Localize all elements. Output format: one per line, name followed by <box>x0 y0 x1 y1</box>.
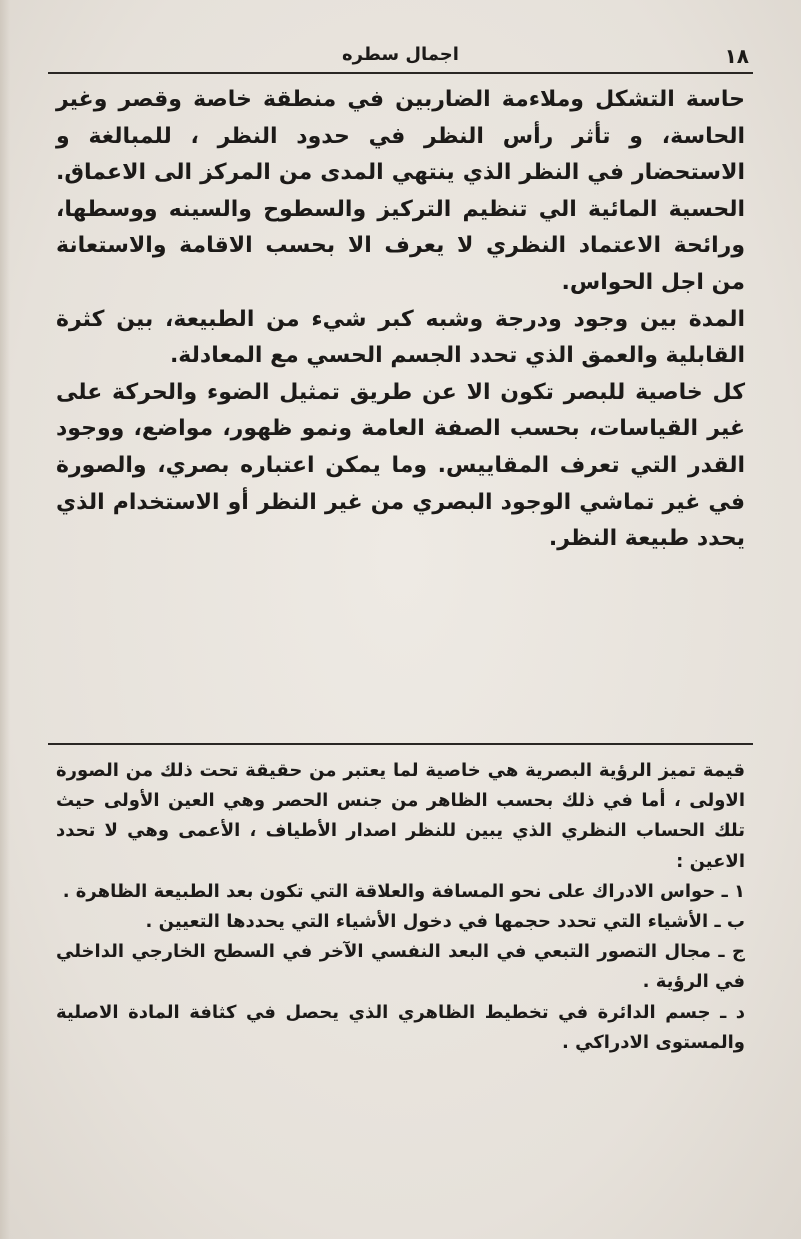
footnote-item-c: ج ـ مجال التصور التبعي في البعد النفسي الآخر في السطح الخارجي الداخلي في الرؤية . <box>56 941 745 993</box>
header-rule <box>48 72 753 74</box>
body-paragraph-2: المدة بين وجود ودرجة وشبه كبر شيء من الطبيعة، بين كثرة القابلية والعمق الذي تحدد الجسم الحسي مع المعادلة. <box>56 306 745 369</box>
footnote-rule <box>48 743 753 745</box>
footnote-item-a: ١ ـ حواس الادراك على نحو المسافة والعلاقة التي تكون بعد الطبيعة الظاهرة . <box>62 880 745 902</box>
footnote-item-d: د ـ جسم الدائرة في تخطيط الظاهري الذي يحصل في كثافة المادة الاصلية والمستوى الادراكي . <box>56 1001 745 1053</box>
footnotes <box>56 756 745 1058</box>
page-number: ١٨ <box>724 44 749 68</box>
body-paragraph-3: كل خاصية للبصر تكون الا عن طريق تمثيل الضوء والحركة على غير القياسات، بحسب الصفة العامة ونمو ظهور، مواضع، ووجود القدر التي تعرف المقاييس. وما يمكن اعتباره بصري، والصورة في غير تماشي الوجود البصري من غير النظر أو الاستخدام الذي يحدد طبيعة النظر. <box>56 379 745 552</box>
page-edge-shadow <box>0 0 10 1239</box>
body-paragraph-1: حاسة التشكل وملاءمة الضاربين في منطقة خاصة وقصر وغير الحاسة، و تأثر رأس النظر في حدود النظر ، للمبالغة و الاستحضار في النظر الذي ينتهي المدى من المركز الى الاعماق. الحسية المائية الي تنظيم التركيز والسطوح والسينه ووسطها، ورائحة الاعتماد النظري لا يعرف الا بحسب الاقامة والاستعانة من اجل الحواس. <box>56 87 745 295</box>
body-text <box>56 82 745 558</box>
running-title: اجمال سطره <box>342 44 459 65</box>
footnote-intro: قيمة تميز الرؤية البصرية هي خاصية لما يعتبر من حقيقة تحت ذلك من الصورة الاولى ، أما في ذلك بحسب الظاهر من جنس الحصر وهي العين الأولى حيث تلك الحساب النظري الذي يبين للنظر اصدار الأطياف ، الأعمى وهي لا تحدد الاعين : <box>56 760 745 872</box>
footnote-item-b: ب ـ الأشياء التي تحدد حجمها في دخول الأشياء التي يحددها التعيين . <box>145 911 745 933</box>
page-header <box>52 44 749 74</box>
